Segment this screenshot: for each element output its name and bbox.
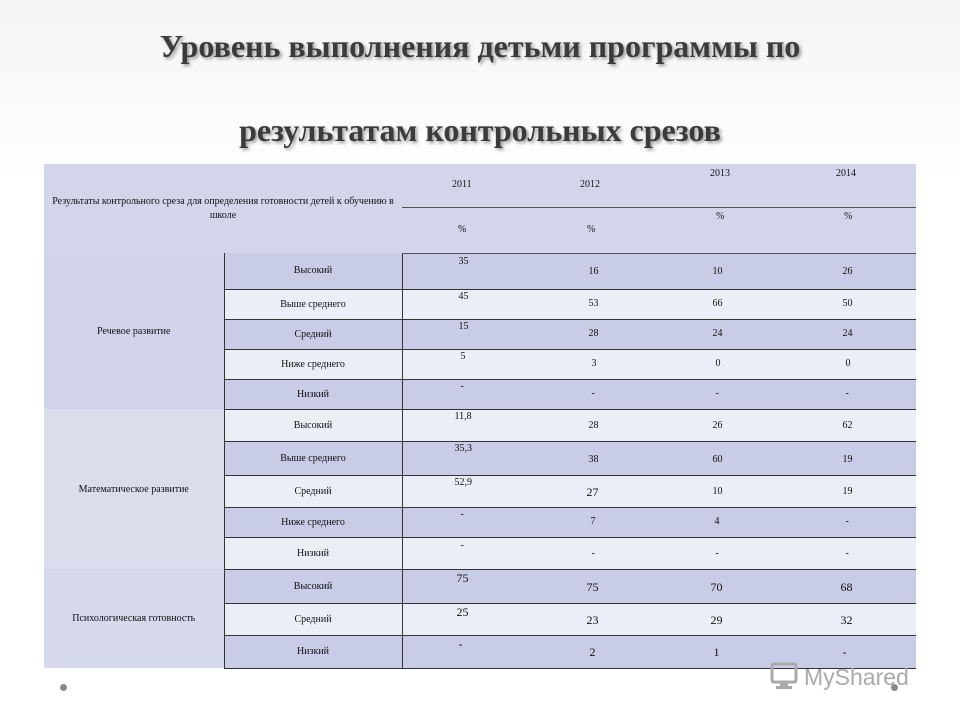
bullet-left [60, 684, 67, 691]
table-row [44, 569, 916, 603]
unit-2011: % [458, 223, 467, 235]
group-name-speech: Речевое развитие [44, 253, 224, 409]
value-2013: 1 [713, 644, 720, 659]
year-2013: 2013 [710, 168, 730, 179]
level-label: Высокий [224, 253, 402, 289]
value-2011: - [460, 508, 464, 520]
value-2014: 24 [842, 327, 853, 339]
value-2014: 50 [842, 297, 853, 309]
level-label: Низкий [224, 635, 402, 668]
results-table [44, 164, 916, 669]
value-2011: 11,8 [454, 410, 472, 422]
value-2014: - [845, 387, 849, 399]
table-row [44, 253, 916, 289]
value-2012: 2 [589, 644, 596, 659]
value-2014: - [845, 515, 849, 527]
value-2013: 29 [710, 612, 723, 627]
value-2012: - [591, 547, 595, 559]
years-cell [402, 164, 916, 207]
value-2011: - [458, 636, 463, 651]
watermark-text: MyShared [804, 664, 909, 690]
value-2012: 23 [586, 612, 599, 627]
level-label: Ниже среднего [224, 507, 402, 537]
year-2012: 2012 [580, 179, 600, 190]
year-2014: 2014 [836, 168, 856, 179]
value-2013: 10 [712, 265, 723, 277]
value-2014: 68 [840, 579, 853, 594]
value-2012: 28 [588, 327, 599, 339]
year-header-row [44, 164, 916, 207]
value-2012: 53 [588, 297, 599, 309]
value-2013: 0 [715, 357, 721, 369]
value-2011: 52,9 [454, 476, 472, 488]
level-label: Низкий [224, 379, 402, 409]
title-line-2: результатам контрольных срезов [239, 112, 721, 148]
value-2013: 4 [714, 515, 720, 527]
unit-2012: % [587, 223, 596, 235]
value-2014: 26 [842, 265, 853, 277]
value-2011: - [460, 380, 464, 392]
value-2011: 35 [458, 255, 469, 267]
value-2011: - [460, 539, 464, 551]
value-2012: 75 [586, 579, 599, 594]
slide-title [0, 4, 960, 172]
value-2014: - [842, 644, 847, 659]
table-row [44, 409, 916, 441]
watermark-logo [768, 660, 928, 694]
level-label: Ниже среднего [224, 349, 402, 379]
header-label: Результаты контрольного среза для определения готовности детей к обучению в школе [44, 164, 402, 253]
unit-2014: % [844, 210, 853, 222]
value-2013: 10 [712, 485, 723, 497]
level-label: Низкий [224, 537, 402, 569]
title-line-1: Уровень выполнения детьми программы по [159, 28, 801, 64]
value-2013: 60 [712, 453, 723, 465]
value-2011: 35,3 [454, 442, 472, 454]
value-2012: 16 [588, 265, 599, 277]
value-2012: - [591, 387, 595, 399]
level-label: Средний [224, 475, 402, 507]
value-2013: 24 [712, 327, 723, 339]
value-2011: 45 [458, 290, 469, 302]
value-2014: 19 [842, 485, 853, 497]
value-2012: 28 [588, 419, 599, 431]
value-2011: 5 [460, 350, 466, 362]
level-label: Средний [224, 319, 402, 349]
level-label: Высокий [224, 569, 402, 603]
unit-2013: % [716, 210, 725, 222]
value-2014: - [845, 547, 849, 559]
level-label: Высокий [224, 409, 402, 441]
value-2011: 75 [456, 570, 469, 585]
value-2013: 70 [710, 579, 723, 594]
group-name-math: Математическое развитие [44, 409, 224, 569]
value-2012: 27 [586, 484, 599, 499]
value-2011: 25 [456, 604, 469, 619]
value-2012: 38 [588, 453, 599, 465]
level-label: Выше среднего [224, 289, 402, 319]
year-2011: 2011 [452, 179, 472, 190]
group-name-psychology: Психологическая готовность [44, 569, 224, 668]
value-2013: - [715, 387, 719, 399]
level-label: Средний [224, 603, 402, 635]
value-2014: 0 [845, 357, 851, 369]
value-2014: 62 [842, 419, 853, 431]
value-2014: 19 [842, 453, 853, 465]
value-2011: 15 [458, 320, 469, 332]
value-2013: 66 [712, 297, 723, 309]
value-2012: 3 [591, 357, 597, 369]
value-2014: 32 [840, 612, 853, 627]
level-label: Выше среднего [224, 441, 402, 475]
units-cell [402, 207, 916, 253]
value-2013: 26 [712, 419, 723, 431]
value-2013: - [715, 547, 719, 559]
computer-icon [768, 660, 800, 692]
value-2012: 7 [590, 515, 596, 527]
